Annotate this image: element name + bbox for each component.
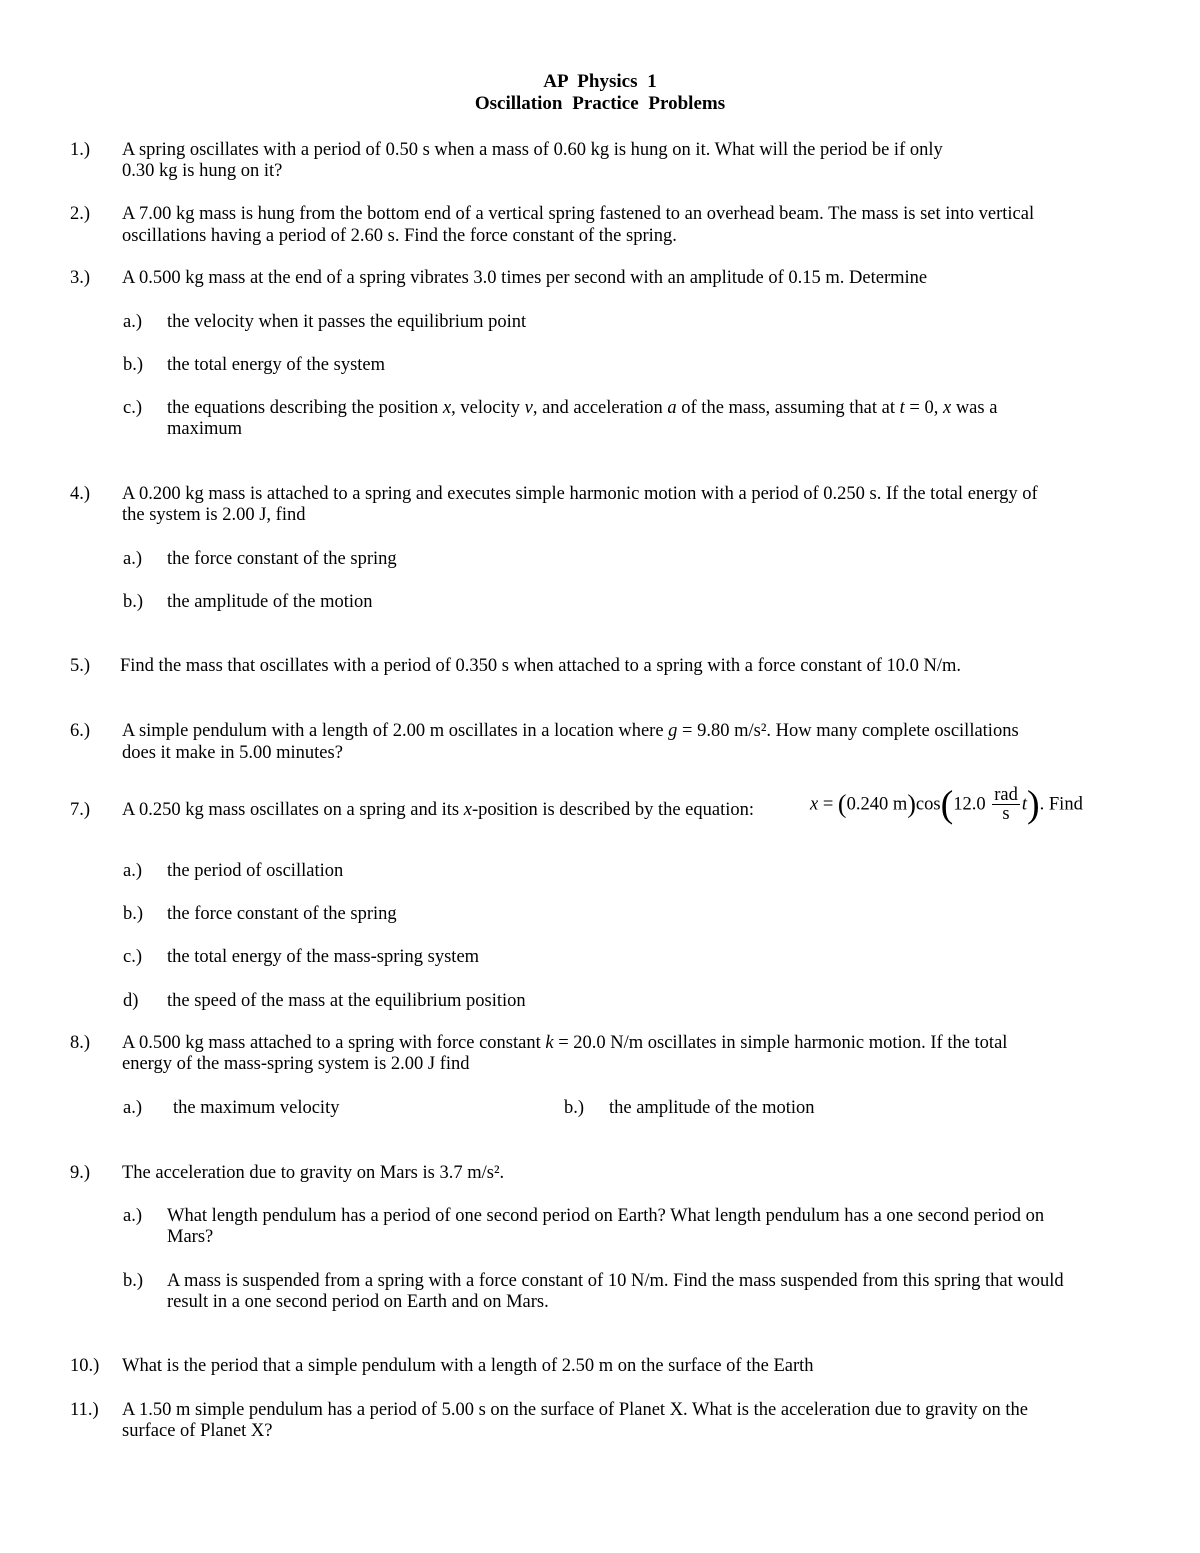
problem-text-line2: the system is 2.00 J, find [122,505,306,525]
part-text: the force constant of the spring [167,904,397,924]
part-label: a.) [123,312,142,332]
part-text: the period of oscillation [167,861,344,881]
part-text: the velocity when it passes the equilibrium point [167,312,527,332]
problem-text-line2: energy of the mass-spring system is 2.00 J find [122,1054,470,1074]
part-text: the total energy of the system [167,355,386,375]
part-label: a.) [123,1206,142,1226]
part-text: the equations describing the position x, velocity v, and acceleration a of the mass, assuming that at t = 0, x was a [167,398,998,418]
problem-text-line1: A 0.500 kg mass attached to a spring with force constant k = 20.0 N/m oscillates in simple harmonic motion. If the total [122,1033,1008,1053]
problem-text-line1: A 0.200 kg mass is attached to a spring and executes simple harmonic motion with a period of 0.250 s. If the total energy of [122,484,1038,504]
part-label: c.) [123,398,142,418]
problem-text-line2: does it make in 5.00 minutes? [122,743,343,763]
problem-number: 6.) [70,721,91,741]
problem-number: 1.) [70,140,91,160]
part-text: What length pendulum has a period of one second period on Earth? What length pendulum has a one second period on [167,1206,1045,1226]
part-label: a.) [123,861,142,881]
problem-number: 9.) [70,1163,91,1183]
part-text: the force constant of the spring [167,549,397,569]
part-label: c.) [123,947,142,967]
part-label: b.) [123,355,144,375]
part-text: the amplitude of the motion [167,592,373,612]
problem-text-line2: 0.30 kg is hung on it? [122,161,283,181]
part-text: the speed of the mass at the equilibrium position [167,991,526,1011]
problem-number: 10.) [70,1356,100,1376]
part-text-line2: Mars? [167,1227,214,1247]
problem-number: 4.) [70,484,91,504]
part-label: b.) [564,1098,585,1118]
part-text-line2: result in a one second period on Earth and on Mars. [167,1292,549,1312]
problem-number: 3.) [70,268,91,288]
problem-text-line1: A 0.500 kg mass at the end of a spring vibrates 3.0 times per second with an amplitude of 0.15 m. Determine [122,268,928,288]
part-text: the amplitude of the motion [609,1098,815,1118]
problem-text-line1: What is the period that a simple pendulum with a length of 2.50 m on the surface of the Earth [122,1356,814,1376]
part-text-line2: maximum [167,419,243,439]
problem-text-line2: surface of Planet X? [122,1421,273,1441]
part-label: d) [123,991,139,1011]
problem-number: 7.) [70,800,91,820]
problem-text-line1: The acceleration due to gravity on Mars is 3.7 m/s². [122,1163,505,1183]
part-label: a.) [123,1098,142,1118]
part-label: b.) [123,592,144,612]
position-equation: x = (0.240 m)cos(12.0 $\frac{\text{rad}}{s}$ t). Find [810,783,1083,826]
part-label: b.) [123,904,144,924]
problem-text-line1: A 1.50 m simple pendulum has a period of 5.00 s on the surface of Planet X. What is the acceleration due to gravity on the [122,1400,1028,1420]
problem-text-line2: oscillations having a period of 2.60 s. Find the force constant of the spring. [122,226,677,246]
problem-number: 5.) [70,656,91,676]
page-title-line2: Oscillation Practice Problems [474,93,726,114]
part-label: a.) [123,549,142,569]
problem-number: 2.) [70,204,91,224]
page-title-line1: AP Physics 1 [543,71,657,92]
problem-text-line1: A 7.00 kg mass is hung from the bottom end of a vertical spring fastened to an overhead beam. The mass is set into vertical [122,204,1035,224]
part-text: the total energy of the mass-spring system [167,947,480,967]
problem-number: 11.) [70,1400,99,1420]
part-label: b.) [123,1271,144,1291]
problem-number: 8.) [70,1033,91,1053]
part-text: A mass is suspended from a spring with a force constant of 10 N/m. Find the mass suspended from this spring that would [167,1271,1064,1291]
problem-text-line1: A 0.250 kg mass oscillates on a spring and its x-position is described by the equation: [122,800,755,820]
problem-text-line1: A spring oscillates with a period of 0.50 s when a mass of 0.60 kg is hung on it. What will the period be if only [122,140,943,160]
part-text: the maximum velocity [173,1098,340,1118]
problem-text-line1: A simple pendulum with a length of 2.00 m oscillates in a location where g = 9.80 m/s². How many complete oscillations [122,721,1019,741]
problem-text-line1: Find the mass that oscillates with a period of 0.350 s when attached to a spring with a force constant of 10.0 N/m. [120,656,962,676]
